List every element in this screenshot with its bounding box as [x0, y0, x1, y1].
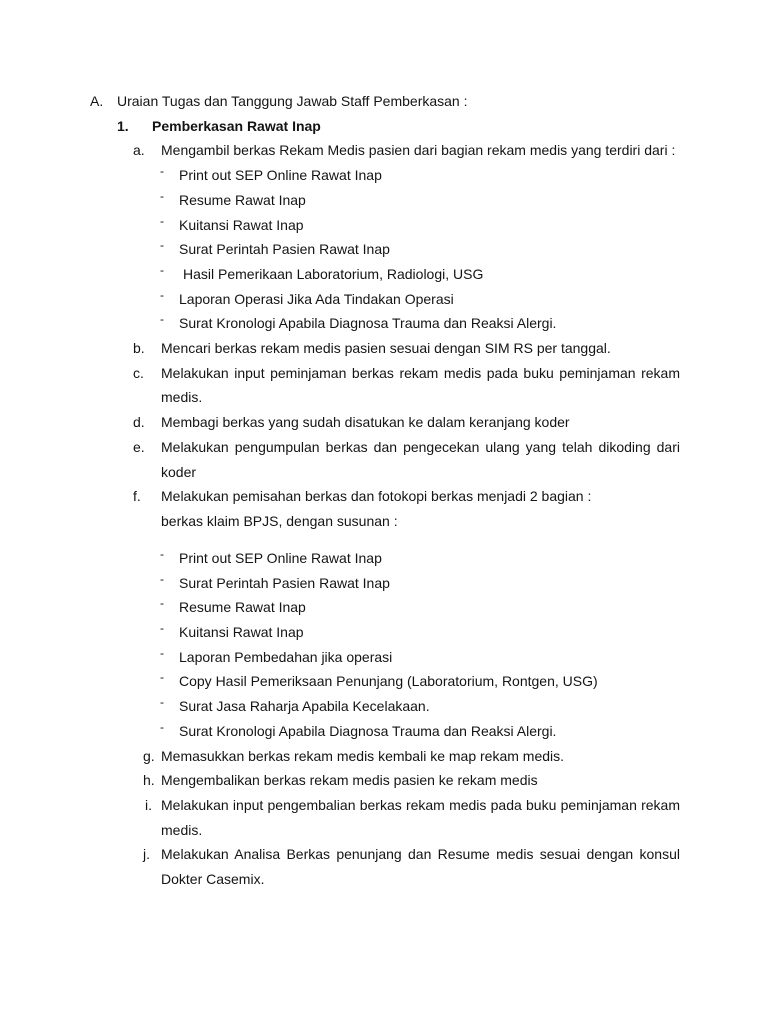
- item-text: Melakukan pengumpulan berkas dan pengecekan ulang yang telah dikoding dari koder: [161, 438, 680, 480]
- dash-bullet: -: [160, 312, 164, 327]
- item-marker: c.: [133, 364, 144, 381]
- item-text: Mengembalikan berkas rekam medis pasien ke rekam medis: [161, 772, 538, 789]
- sublist-item-text: Print out SEP Online Rawat Inap: [179, 549, 382, 566]
- dash-bullet: -: [160, 645, 164, 660]
- item-marker: g.: [143, 747, 155, 764]
- section-heading: [0, 89, 768, 114]
- sublist-item-text: Kuitansi Rawat Inap: [179, 216, 304, 233]
- sublist-item: [0, 237, 768, 262]
- sublist-item-text: Surat Perintah Pasien Rawat Inap: [179, 241, 390, 258]
- sublist-item-text: Surat Perintah Pasien Rawat Inap: [179, 574, 390, 591]
- item-text: Melakukan Analisa Berkas penunjang dan Resume medis sesuai dengan konsul Dokter Casemix.: [161, 846, 680, 888]
- item-marker: a.: [133, 142, 145, 159]
- item-note-text: berkas klaim BPJS, dengan susunan :: [161, 512, 398, 529]
- subsection-title: Pemberkasan Rawat Inap: [152, 117, 321, 134]
- dash-bullet: -: [160, 238, 164, 253]
- sublist-item: [0, 620, 768, 645]
- sublist-item-text: Resume Rawat Inap: [179, 191, 306, 208]
- sublist-item: [0, 719, 768, 744]
- dash-bullet: -: [160, 695, 164, 710]
- sublist-item-text: Print out SEP Online Rawat Inap: [179, 167, 382, 184]
- sublist-item: [0, 188, 768, 213]
- sublist-item: [0, 694, 768, 719]
- item-marker: f.: [133, 488, 141, 505]
- dash-bullet: -: [160, 213, 164, 228]
- section-title: Uraian Tugas dan Tanggung Jawab Staff Pemberkasan :: [117, 93, 468, 109]
- dash-bullet: -: [160, 262, 164, 277]
- item-marker: d.: [133, 414, 145, 431]
- list-item-a: [0, 138, 768, 163]
- sublist-item: [0, 213, 768, 238]
- list-item-c: [0, 361, 768, 410]
- item-marker: h.: [143, 772, 155, 789]
- dash-bullet: -: [160, 719, 164, 734]
- sublist-item-text: Hasil Pemerikaan Laboratorium, Radiologi, USG: [183, 265, 484, 282]
- list-item-f: [0, 484, 768, 509]
- item-text: Melakukan input peminjaman berkas rekam medis pada buku peminjaman rekam medis.: [161, 364, 680, 406]
- item-text: Mengambil berkas Rekam Medis pasien dari bagian rekam medis yang terdiri dari :: [161, 142, 676, 159]
- list-item-h: [0, 768, 768, 793]
- item-text: Memasukkan berkas rekam medis kembali ke map rekam medis.: [161, 747, 565, 764]
- sublist-item-text: Laporan Operasi Jika Ada Tindakan Operasi: [179, 290, 454, 307]
- list-item-e: [0, 435, 768, 484]
- sublist-item: [0, 262, 768, 287]
- dash-bullet: -: [160, 621, 164, 636]
- subsection-marker: 1.: [117, 117, 129, 134]
- dash-bullet: -: [160, 546, 164, 561]
- dash-bullet: -: [160, 188, 164, 203]
- dash-bullet: -: [160, 596, 164, 611]
- item-marker: b.: [133, 340, 145, 357]
- sublist-item-text: Surat Kronologi Apabila Diagnosa Trauma dan Reaksi Alergi.: [179, 315, 557, 332]
- section-marker: A.: [90, 93, 104, 109]
- dash-bullet: -: [160, 670, 164, 685]
- item-text: Melakukan input pengembalian berkas rekam medis pada buku peminjaman rekam medis.: [161, 796, 680, 838]
- list-item-d: [0, 410, 768, 435]
- item-marker: i.: [145, 796, 152, 813]
- sublist-item-text: Kuitansi Rawat Inap: [179, 624, 304, 641]
- item-marker: j.: [143, 846, 150, 863]
- dash-bullet: -: [160, 164, 164, 179]
- sublist-item: [0, 163, 768, 188]
- sublist-item: [0, 571, 768, 596]
- item-text: Melakukan pemisahan berkas dan fotokopi berkas menjadi 2 bagian :: [161, 488, 592, 505]
- list-item-j: [0, 842, 768, 891]
- sublist-item-text: Surat Kronologi Apabila Diagnosa Trauma dan Reaksi Alergi.: [179, 722, 557, 739]
- sublist-item: [0, 645, 768, 670]
- list-item-i: [0, 793, 768, 842]
- sublist-item: [0, 595, 768, 620]
- sublist-item: [0, 546, 768, 571]
- sublist-item: [0, 669, 768, 694]
- document-body: [0, 89, 768, 892]
- sublist-item-text: Surat Jasa Raharja Apabila Kecelakaan.: [179, 698, 430, 715]
- dash-bullet: -: [160, 287, 164, 302]
- dash-bullet: -: [160, 571, 164, 586]
- subsection-heading: [0, 114, 768, 139]
- item-note: [0, 509, 768, 534]
- sublist-item-text: Laporan Pembedahan jika operasi: [179, 648, 393, 665]
- item-text: Mencari berkas rekam medis pasien sesuai dengan SIM RS per tanggal.: [161, 340, 611, 357]
- sublist-item: [0, 311, 768, 336]
- list-item-b: [0, 336, 768, 361]
- item-marker: e.: [133, 438, 145, 455]
- item-text: Membagi berkas yang sudah disatukan ke dalam keranjang koder: [161, 414, 570, 431]
- list-item-g: [0, 744, 768, 769]
- sublist-item-text: Copy Hasil Pemeriksaan Penunjang (Laboratorium, Rontgen, USG): [179, 673, 598, 690]
- sublist-item: [0, 287, 768, 312]
- sublist-item-text: Resume Rawat Inap: [179, 599, 306, 616]
